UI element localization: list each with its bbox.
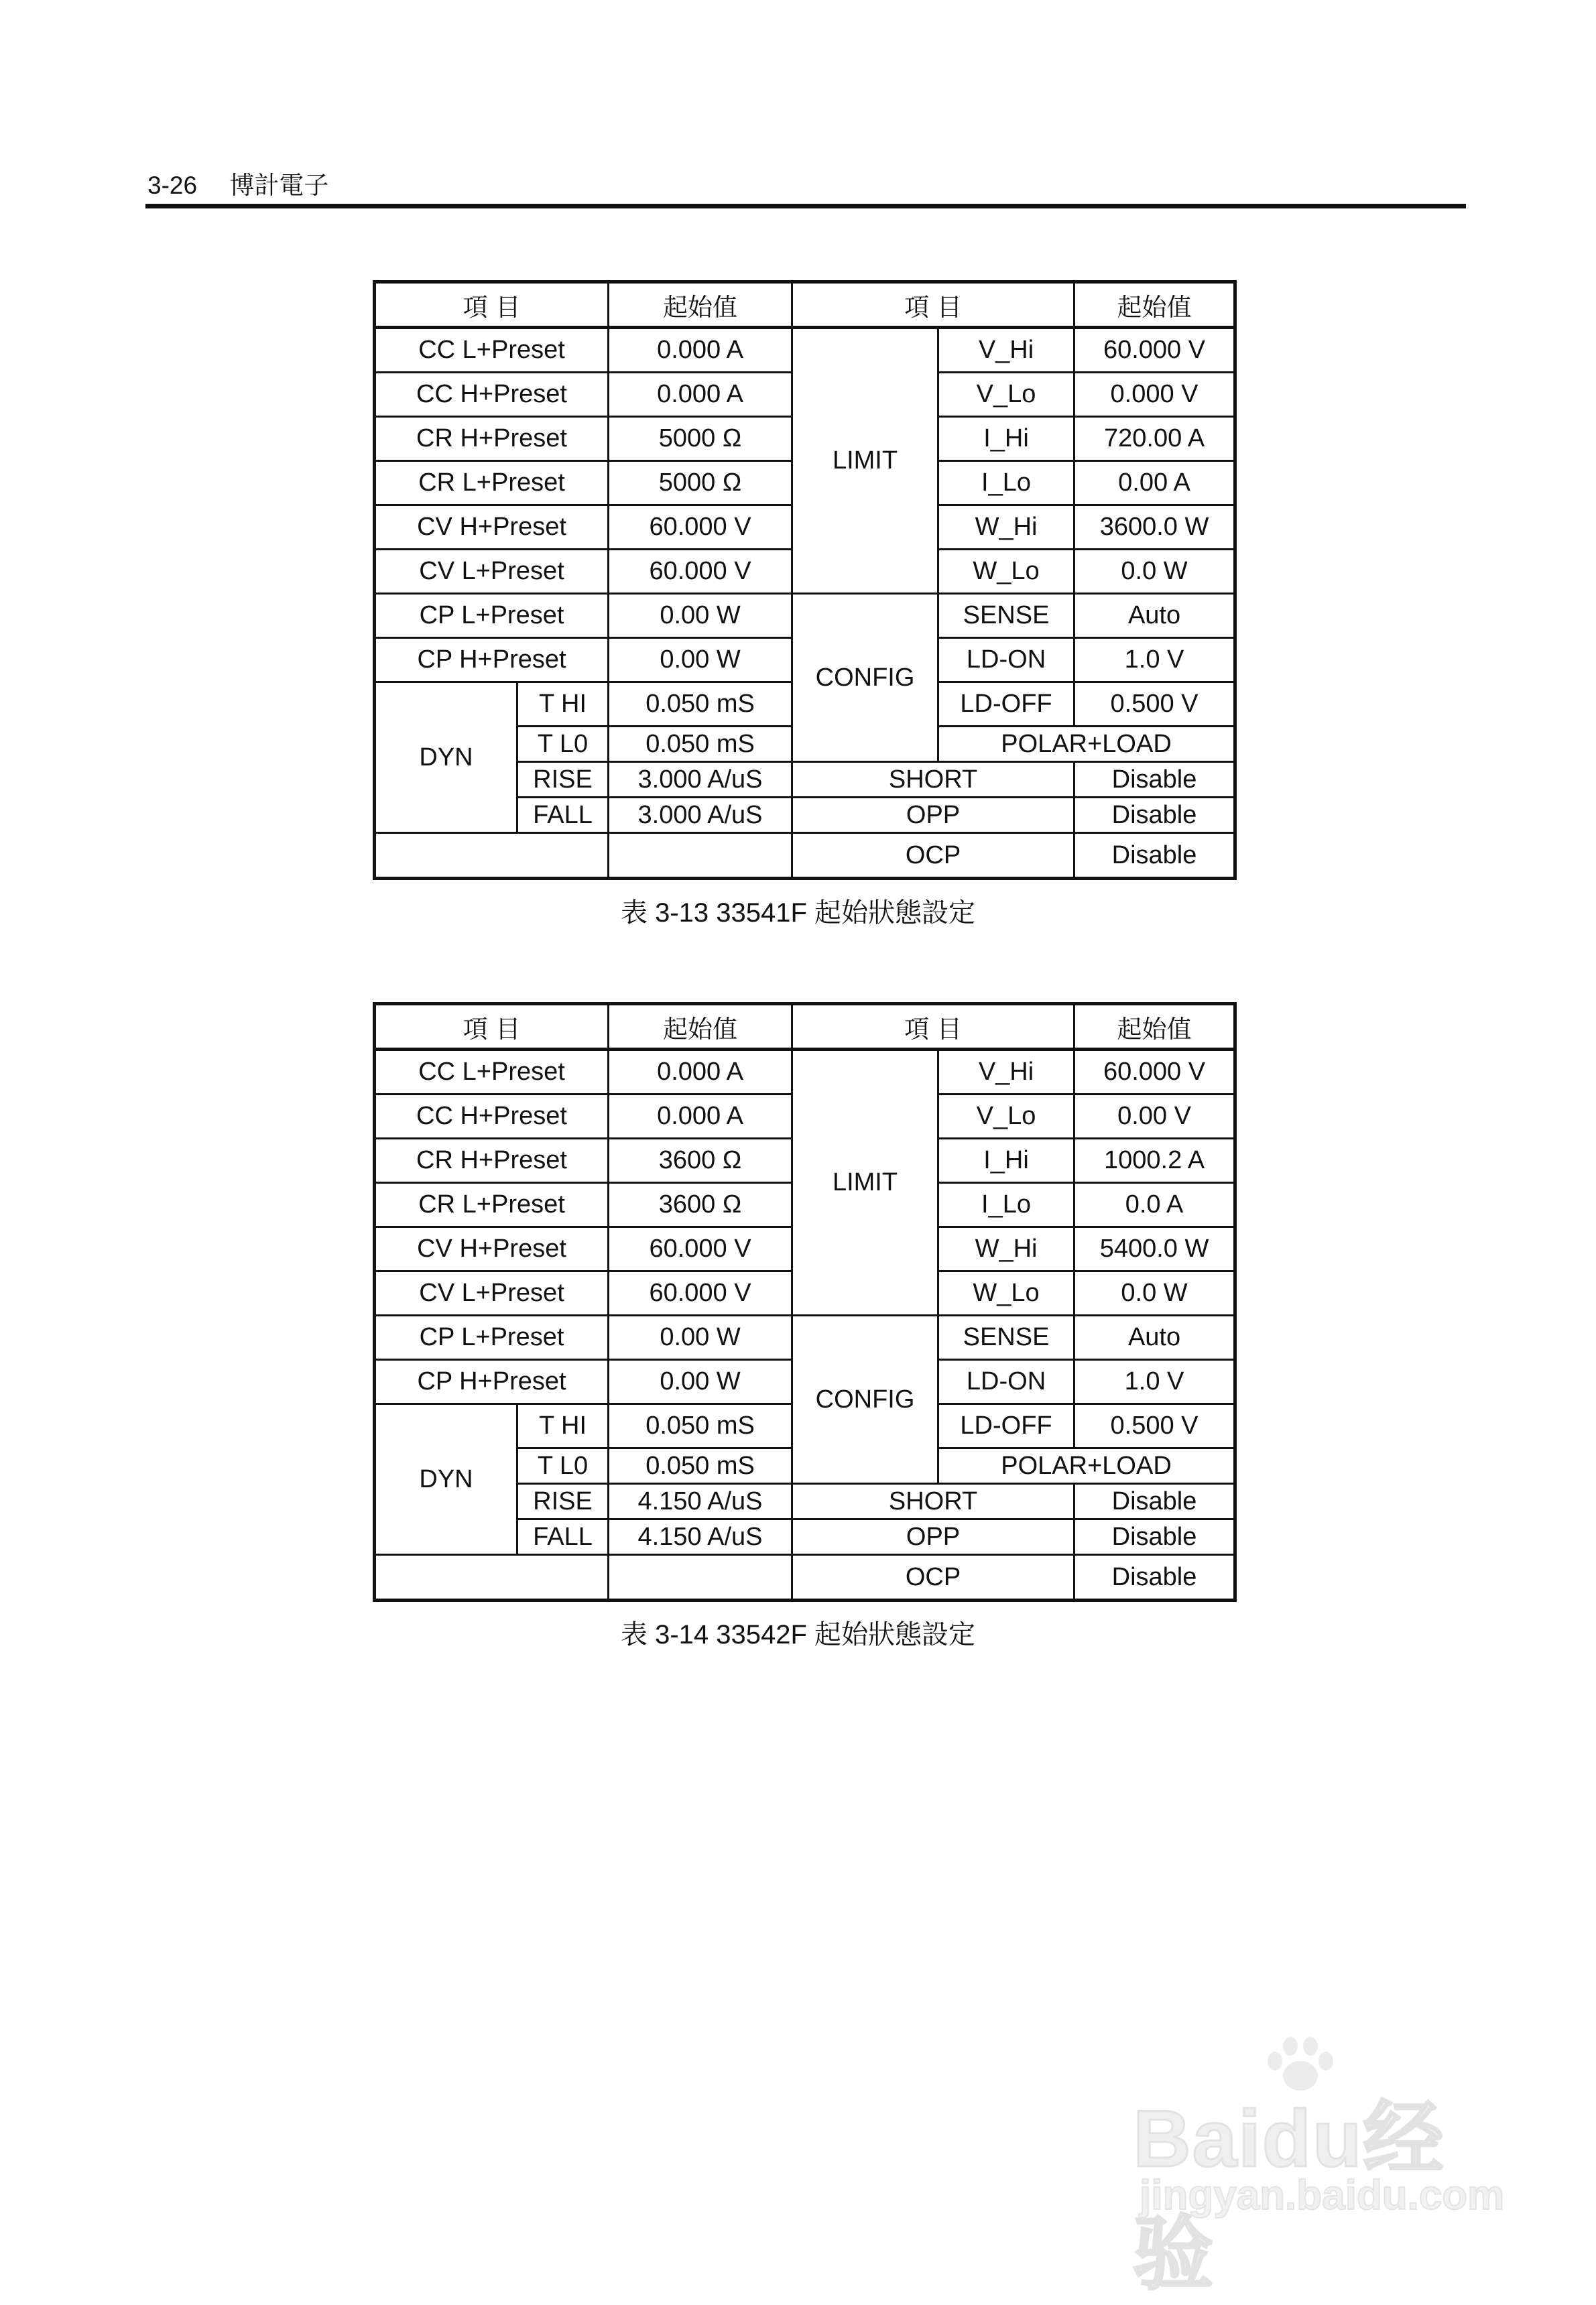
cell-polar-load: POLAR+LOAD <box>938 727 1235 762</box>
cell-value: 0.050 mS <box>609 727 792 762</box>
cell-param: I_Hi <box>938 1139 1075 1183</box>
cell-param: OCP <box>792 833 1075 879</box>
cell-param: T HI <box>517 682 609 727</box>
cell-param: FALL <box>517 1519 609 1555</box>
cell-empty <box>609 833 792 879</box>
cell-param: OPP <box>792 1519 1075 1555</box>
table-caption <box>0 1616 1596 1654</box>
cell-value: 60.000 V <box>609 505 792 550</box>
cell-value: 1000.2 A <box>1075 1139 1235 1183</box>
table-header-row <box>375 1004 1235 1050</box>
cell-param: V_Hi <box>938 328 1075 373</box>
cell-item: CP H+Preset <box>375 1360 609 1404</box>
cell-item: CP L+Preset <box>375 1316 609 1360</box>
cell-empty <box>375 1555 609 1601</box>
table-row <box>375 594 1235 638</box>
header-initial-2: 起始值 <box>1075 1004 1235 1050</box>
cell-item: CV L+Preset <box>375 550 609 594</box>
cell-param: V_Hi <box>938 1050 1075 1095</box>
table-header-row <box>375 282 1235 328</box>
cell-value: 0.00 W <box>609 1316 792 1360</box>
cell-item: CV H+Preset <box>375 1227 609 1271</box>
watermark-url: jingyan.baidu.com <box>1140 2172 1505 2219</box>
cell-item: CR H+Preset <box>375 1139 609 1183</box>
header-rule <box>145 204 1466 208</box>
cell-empty <box>609 1555 792 1601</box>
cell-value: Disable <box>1075 1555 1235 1601</box>
caption-text: 起始狀態設定 <box>814 897 976 928</box>
cell-value: 3.000 A/uS <box>609 762 792 798</box>
cell-param: T L0 <box>517 727 609 762</box>
cell-param: W_Lo <box>938 550 1075 594</box>
cell-item: CV L+Preset <box>375 1271 609 1316</box>
cell-value: 60.000 V <box>1075 1050 1235 1095</box>
cell-param: W_Lo <box>938 1271 1075 1316</box>
cell-value: 0.000 A <box>609 328 792 373</box>
cell-item: CP L+Preset <box>375 594 609 638</box>
cell-value: 5000 Ω <box>609 461 792 505</box>
cell-empty <box>375 833 609 879</box>
cell-value: 5000 Ω <box>609 417 792 461</box>
cell-param: W_Hi <box>938 505 1075 550</box>
cell-value: 3.000 A/uS <box>609 798 792 833</box>
cell-value: Disable <box>1075 1519 1235 1555</box>
group-limit: LIMIT <box>792 328 938 594</box>
page-number: 3-26 <box>147 172 198 199</box>
cell-value: Auto <box>1075 1316 1235 1360</box>
cell-value: 0.000 A <box>609 373 792 417</box>
watermark <box>1133 2034 1522 2299</box>
cell-item: CV H+Preset <box>375 505 609 550</box>
cell-value: 0.00 A <box>1075 461 1235 505</box>
cell-value: Disable <box>1075 798 1235 833</box>
group-dyn: DYN <box>375 682 517 833</box>
cell-param: I_Hi <box>938 417 1075 461</box>
group-config: CONFIG <box>792 594 938 762</box>
cell-polar-load: POLAR+LOAD <box>938 1448 1235 1484</box>
cell-value: 0.0 W <box>1075 550 1235 594</box>
cell-value: 0.00 W <box>609 594 792 638</box>
cell-param: LD-OFF <box>938 682 1075 727</box>
cell-value: 0.000 V <box>1075 373 1235 417</box>
caption-number: 3-13 33541F <box>655 898 807 928</box>
cell-value: Disable <box>1075 833 1235 879</box>
page-header <box>147 169 328 202</box>
cell-param: T HI <box>517 1404 609 1448</box>
cell-param: T L0 <box>517 1448 609 1484</box>
table-row <box>375 1316 1235 1360</box>
cell-value: 3600 Ω <box>609 1139 792 1183</box>
caption-prefix: 表 <box>620 897 648 928</box>
cell-param: I_Lo <box>938 461 1075 505</box>
cell-param: LD-ON <box>938 1360 1075 1404</box>
table-row <box>375 1050 1235 1095</box>
cell-value: 0.00 W <box>609 1360 792 1404</box>
cell-value: 3600.0 W <box>1075 505 1235 550</box>
caption-text: 起始狀態設定 <box>814 1619 976 1650</box>
company-name: 博計電子 <box>229 172 329 199</box>
cell-item: CR H+Preset <box>375 417 609 461</box>
cell-param: OCP <box>792 1555 1075 1601</box>
spec-table-33542f <box>373 1002 1237 1602</box>
cell-item: CC L+Preset <box>375 1050 609 1095</box>
table-row <box>375 833 1235 879</box>
cell-item: CR L+Preset <box>375 1183 609 1227</box>
header-item-2: 項 目 <box>792 282 1075 328</box>
cell-item: CR L+Preset <box>375 461 609 505</box>
cell-value: 3600 Ω <box>609 1183 792 1227</box>
cell-param: SENSE <box>938 594 1075 638</box>
cell-param: I_Lo <box>938 1183 1075 1227</box>
cell-param: OPP <box>792 798 1075 833</box>
group-limit: LIMIT <box>792 1050 938 1316</box>
cell-value: 0.000 A <box>609 1095 792 1139</box>
cell-value: Disable <box>1075 1484 1235 1519</box>
cell-value: 4.150 A/uS <box>609 1519 792 1555</box>
header-initial: 起始值 <box>609 1004 792 1050</box>
cell-value: 0.500 V <box>1075 1404 1235 1448</box>
cell-value: 60.000 V <box>609 550 792 594</box>
cell-item: CC H+Preset <box>375 1095 609 1139</box>
cell-value: 0.050 mS <box>609 1404 792 1448</box>
caption-prefix: 表 <box>620 1619 648 1650</box>
header-initial: 起始值 <box>609 282 792 328</box>
spec-table-33541f <box>373 280 1237 880</box>
cell-value: 0.00 W <box>609 638 792 682</box>
cell-value: Disable <box>1075 762 1235 798</box>
cell-item: CP H+Preset <box>375 638 609 682</box>
cell-item: CC H+Preset <box>375 373 609 417</box>
cell-value: 0.0 W <box>1075 1271 1235 1316</box>
cell-value: 0.0 A <box>1075 1183 1235 1227</box>
header-initial-2: 起始值 <box>1075 282 1235 328</box>
cell-param: LD-OFF <box>938 1404 1075 1448</box>
cell-value: 60.000 V <box>1075 328 1235 373</box>
cell-param: FALL <box>517 798 609 833</box>
cell-value: 5400.0 W <box>1075 1227 1235 1271</box>
cell-value: Auto <box>1075 594 1235 638</box>
cell-param: RISE <box>517 762 609 798</box>
cell-value: 0.00 V <box>1075 1095 1235 1139</box>
cell-value: 720.00 A <box>1075 417 1235 461</box>
group-config: CONFIG <box>792 1316 938 1484</box>
watermark-brand: Baidu经验 <box>1133 2094 1445 2299</box>
cell-param: W_Hi <box>938 1227 1075 1271</box>
cell-value: 0.500 V <box>1075 682 1235 727</box>
cell-value: 0.050 mS <box>609 1448 792 1484</box>
cell-param: SENSE <box>938 1316 1075 1360</box>
cell-value: 60.000 V <box>609 1271 792 1316</box>
header-item: 項 目 <box>375 1004 609 1050</box>
cell-param: LD-ON <box>938 638 1075 682</box>
cell-param: V_Lo <box>938 373 1075 417</box>
cell-value: 4.150 A/uS <box>609 1484 792 1519</box>
header-item-2: 項 目 <box>792 1004 1075 1050</box>
table-row <box>375 1555 1235 1601</box>
caption-number: 3-14 33542F <box>655 1620 807 1649</box>
cell-value: 0.000 A <box>609 1050 792 1095</box>
table-row <box>375 328 1235 373</box>
cell-param: V_Lo <box>938 1095 1075 1139</box>
cell-value: 1.0 V <box>1075 638 1235 682</box>
table-caption <box>0 894 1596 932</box>
cell-item: CC L+Preset <box>375 328 609 373</box>
group-dyn: DYN <box>375 1404 517 1555</box>
cell-value: 0.050 mS <box>609 682 792 727</box>
cell-param: SHORT <box>792 1484 1075 1519</box>
cell-value: 60.000 V <box>609 1227 792 1271</box>
header-item: 項 目 <box>375 282 609 328</box>
cell-param: RISE <box>517 1484 609 1519</box>
cell-value: 1.0 V <box>1075 1360 1235 1404</box>
cell-param: SHORT <box>792 762 1075 798</box>
